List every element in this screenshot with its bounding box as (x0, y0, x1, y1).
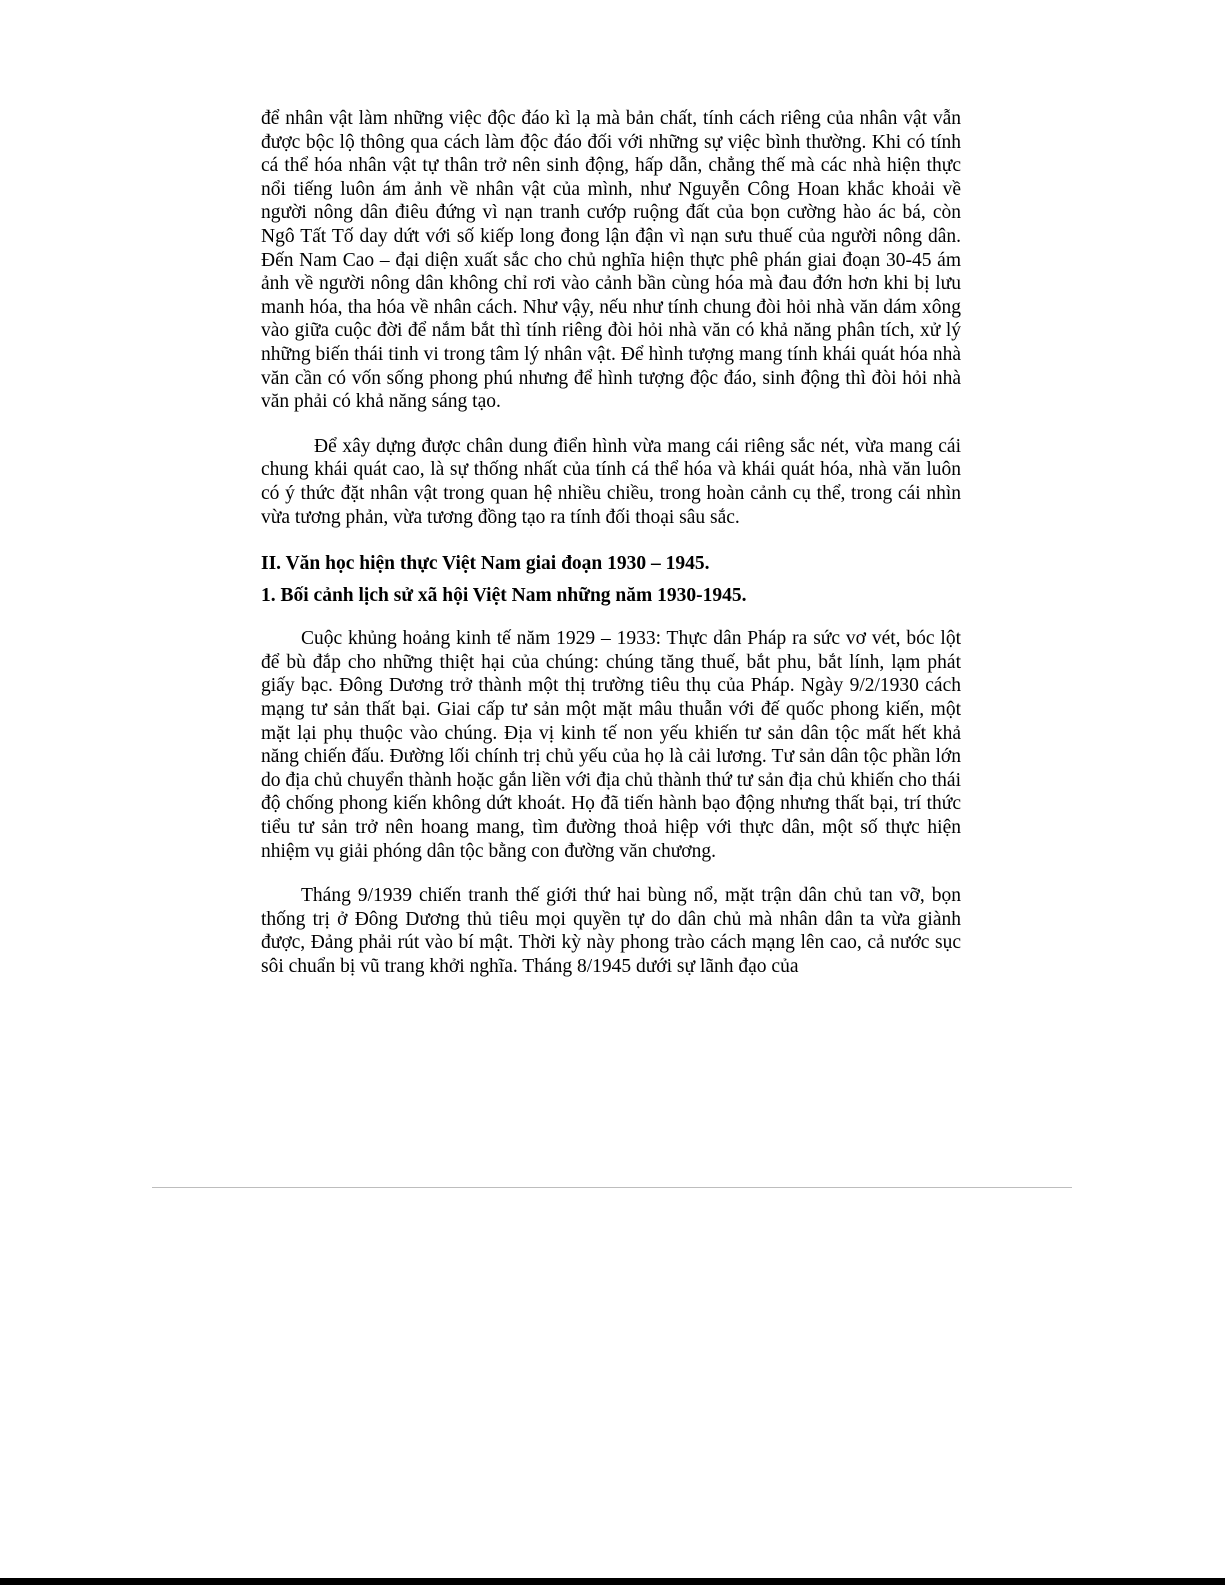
body-paragraph-1: để nhân vật làm những việc độc đáo kì lạ mà bản chất, tính cách riêng của nhân vật vẫn được bộc lộ thông qua cách làm độc đáo đối với những sự việc bình thường. Khi có tính cá thể hóa nhân vật tự thân trở nên sinh động, hấp dẫn, chẳng thế mà các nhà hiện thực nổi tiếng luôn ám ảnh về nhân vật của mình, như Nguyễn Công Hoan khắc khoải về người nông dân điêu đứng vì nạn tranh cướp ruộng đất của bọn cường hào ác bá, còn Ngô Tất Tố day dứt với số kiếp long đong lận đận vì nạn sưu thuế của người nông dân. Đến Nam Cao – đại diện xuất sắc cho chủ nghĩa hiện thực phê phán giai đoạn 30-45 ám ảnh về người nông dân không chỉ rơi vào cảnh bần cùng hóa mà đau đớn hơn khi bị lưu manh hóa, tha hóa về nhân cách. Như vậy, nếu như tính chung đòi hỏi nhà văn dám xông vào giữa cuộc đời để nắm bắt thì tính riêng đòi hỏi nhà văn có khả năng phân tích, xử lý những biến thái tinh vi trong tâm lý nhân vật. Để hình tượng mang tính khái quát hóa nhà văn cần có vốn sống phong phú nhưng để hình tượng độc đáo, sinh động thì đòi hỏi nhà văn phải có khả năng sáng tạo. (261, 108, 961, 413)
page-divider (152, 1187, 1072, 1188)
page-body (261, 107, 961, 979)
page-bottom-edge (0, 1578, 1225, 1585)
body-paragraph-3: Cuộc khủng hoảng kinh tế năm 1929 – 1933: Thực dân Pháp ra sức vơ vét, bóc lột để bù đắp cho những thiệt hại của chúng: chúng tăng thuế, bắt phu, bắt lính, lạm phát giấy bạc. Đông Dương trở thành một thị trường tiêu thụ của Pháp. Ngày 9/2/1930 cách mạng tư sản thất bại. Giai cấp tư sản một mặt mâu thuẫn với đế quốc phong kiến, một mặt lại phụ thuộc vào chúng. Địa vị kinh tế non yếu khiến tư sản dân tộc mất hết khả năng chiến đấu. Đường lối chính trị chủ yếu của họ là cải lương. Tư sản dân tộc phần lớn do địa chủ chuyển thành hoặc gắn liền với địa chủ thành thứ tư sản địa chủ khiến cho thái độ chống phong kiến không dứt khoát. Họ đã tiến hành bạo động nhưng thất bại, trí thức tiểu tư sản trở nên hoang mang, tìm đường thoả hiệp với thực dân, một số thực hiện nhiệm vụ giải phóng dân tộc bằng con đường văn chương. (261, 628, 961, 862)
subsection-heading: 1. Bối cảnh lịch sử xã hội Việt Nam những năm 1930-1945. (261, 584, 747, 606)
body-paragraph-4: Tháng 9/1939 chiến tranh thế giới thứ hai bùng nổ, mặt trận dân chủ tan vỡ, bọn thống trị ở Đông Dương thủ tiêu mọi quyền tự do dân chủ mà nhân dân ta vừa giành được, Đảng phải rút vào bí mật. Thời kỳ này phong trào cách mạng lên cao, cả nước sục sôi chuẩn bị vũ trang khởi nghĩa. Tháng 8/1945 dưới sự lãnh đạo của (261, 885, 961, 977)
section-heading: II. Văn học hiện thực Việt Nam giai đoạn 1930 – 1945. (261, 553, 710, 575)
body-paragraph-2: Để xây dựng được chân dung điển hình vừa mang cái riêng sắc nét, vừa mang cái chung khái quát cao, là sự thống nhất của tính cá thể hóa và khái quát hóa, nhà văn luôn có ý thức đặt nhân vật trong quan hệ nhiều chiều, trong hoàn cảnh cụ thể, trong cái nhìn vừa tương phản, vừa tương đồng tạo ra tính đối thoại sâu sắc. (261, 435, 961, 528)
